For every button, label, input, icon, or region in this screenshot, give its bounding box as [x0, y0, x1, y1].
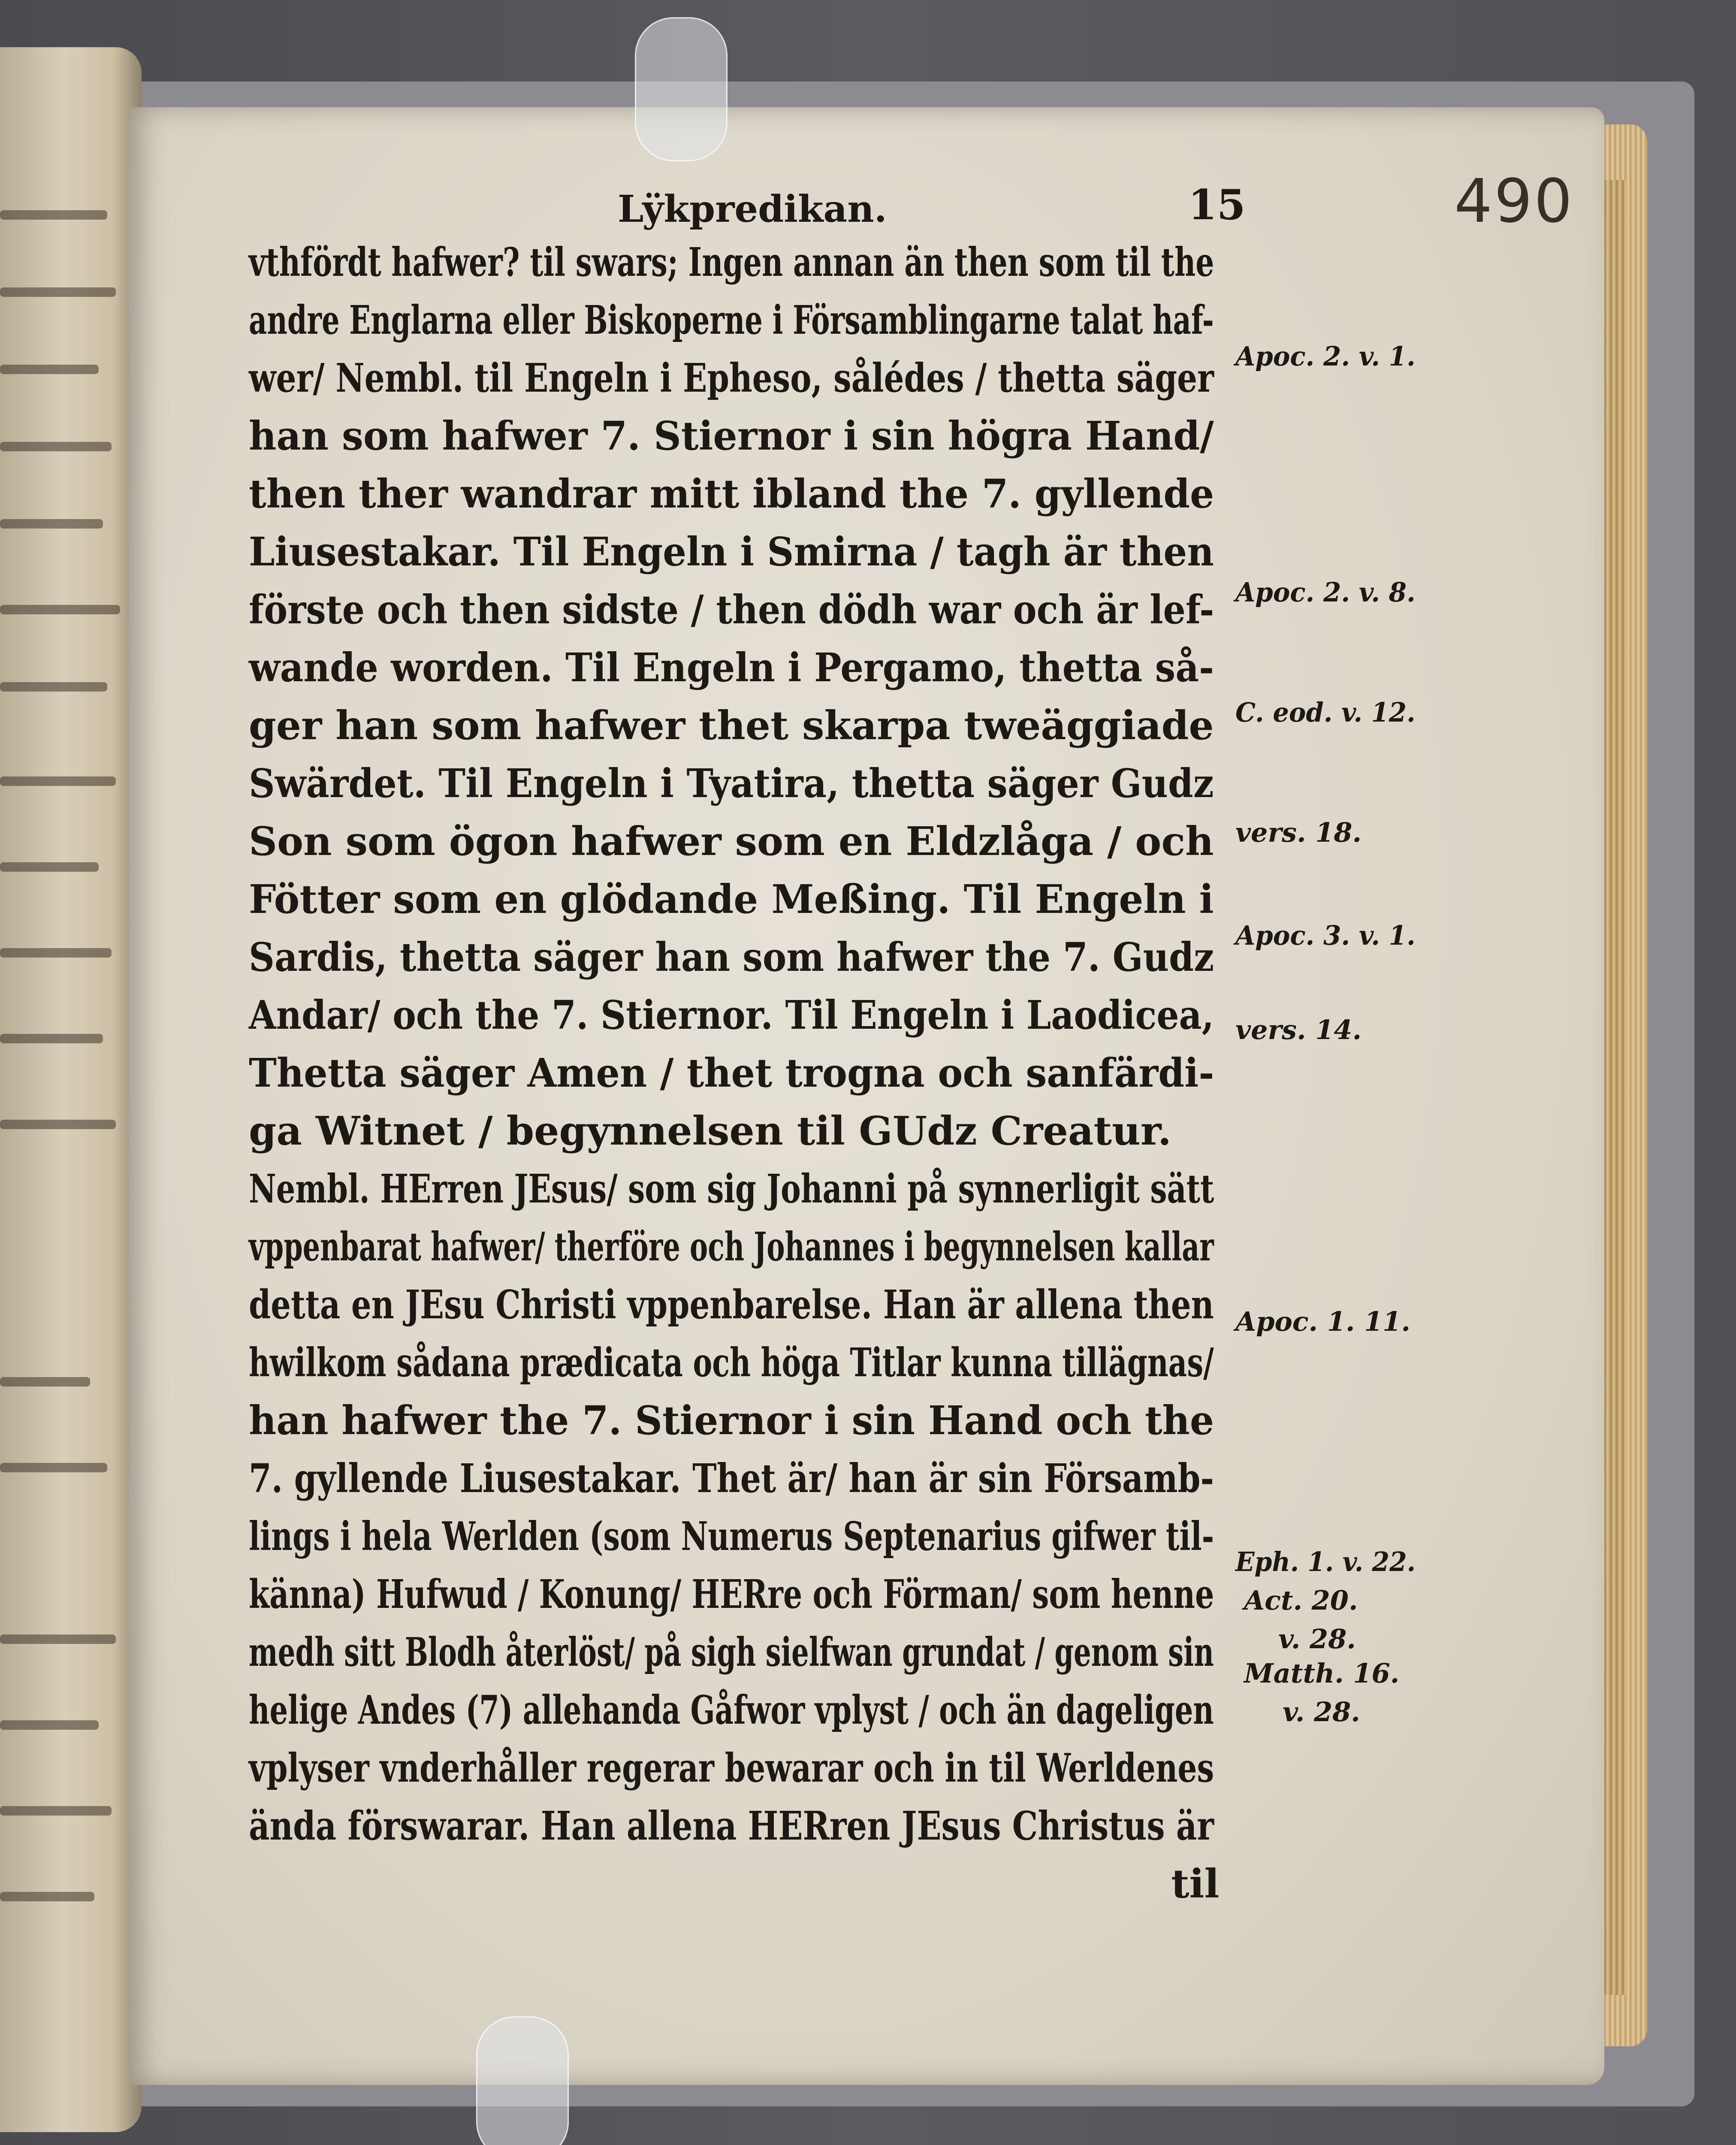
- text-line: ända förswarar. Han allena HERren JEsus Christus är: [249, 1803, 1214, 1849]
- text-line: han som hafwer 7. Stiernor i sin högra Hand/: [249, 413, 1214, 459]
- top-page-clip: [635, 17, 728, 161]
- text-line: lings i hela Werlden (som Numerus Septenarius gifwer til-: [249, 1513, 1214, 1559]
- marginal-note: Apoc. 3. v. 1.: [1235, 920, 1416, 951]
- text-line: han hafwer the 7. Stiernor i sin Hand och the: [249, 1397, 1214, 1444]
- text-line: andre Englarna eller Biskoperne i Församblingarne talat haf-: [249, 297, 1214, 343]
- facing-page-text: [0, 1463, 107, 1472]
- facing-page-text: [0, 1720, 99, 1730]
- page-number: 15: [1188, 181, 1246, 229]
- facing-page-text: [0, 519, 103, 529]
- facing-page-text: [0, 210, 107, 220]
- text-line: detta en JEsu Christi vppenbarelse. Han är allena then: [249, 1281, 1214, 1328]
- marginal-note: Apoc. 1. 11.: [1235, 1306, 1410, 1337]
- text-line: Liusestakar. Til Engeln i Smirna / tagh är then: [249, 529, 1214, 575]
- catchword: til: [1171, 1861, 1220, 1907]
- bottom-page-clip: [476, 2016, 569, 2145]
- marginal-note: Matth. 16.: [1244, 1658, 1400, 1689]
- marginal-note: Apoc. 2. v. 1.: [1235, 341, 1416, 372]
- marginal-note: C. eod. v. 12.: [1235, 697, 1416, 728]
- marginal-note: Apoc. 2. v. 8.: [1235, 577, 1416, 608]
- marginal-note: v. 28.: [1278, 1623, 1356, 1655]
- facing-page-text: [0, 682, 107, 692]
- text-line: förste och then sidste / then dödh war och är lef-: [249, 586, 1214, 633]
- text-line: 7. gyllende Liusestakar. Thet är/ han är sin Församb-: [249, 1455, 1214, 1502]
- facing-page-text: [0, 1377, 90, 1387]
- facing-page-text: [0, 1634, 116, 1644]
- text-line: helige Andes (7) allehanda Gåfwor vplyst / och än dageligen: [249, 1687, 1214, 1733]
- text-line: Thetta säger Amen / thet trogna och sanfärdi-: [249, 1050, 1214, 1096]
- facing-page-edge: [0, 47, 142, 2132]
- facing-page-text: [0, 1120, 116, 1129]
- facing-page-text: [0, 862, 99, 872]
- text-line: Nembl. HErren JEsus/ som sig Johanni på synnerligit sätt: [249, 1166, 1214, 1212]
- facing-page-text: [0, 605, 120, 614]
- marginal-note: vers. 14.: [1235, 1014, 1362, 1045]
- text-line: Andar/ och the 7. Stiernor. Til Engeln i Laodicea,: [249, 992, 1214, 1038]
- text-line: Swärdet. Til Engeln i Tyatira, thetta säger Gudz: [249, 760, 1214, 807]
- text-line: vplyser vnderhåller regerar bewarar och in til Werldenes: [249, 1745, 1214, 1791]
- facing-page-text: [0, 365, 99, 374]
- text-line: ger han som hafwer thet skarpa tweäggiade: [249, 702, 1214, 749]
- text-line: Fötter som en glödande Meßing. Til Engeln i: [249, 876, 1214, 922]
- running-head: Lÿkpredikan.: [618, 187, 887, 231]
- text-line: vthfördt hafwer? til swars; Ingen annan än then som til the: [249, 239, 1214, 285]
- text-line: ga Witnet / begynnelsen til GUdz Creatur.: [249, 1108, 1171, 1154]
- text-line: hwilkom sådana prædicata och höga Titlar kunna tillägnas/: [249, 1339, 1214, 1386]
- text-line: then ther wandrar mitt ibland the 7. gyllende: [249, 471, 1214, 517]
- facing-page-text: [0, 1034, 103, 1043]
- marginal-note: vers. 18.: [1235, 817, 1362, 848]
- text-line: Sardis, thetta säger han som hafwer the 7. Gudz: [249, 934, 1214, 980]
- text-line: medh sitt Blodh återlöst/ på sigh sielfwan grundat / genom sin: [249, 1629, 1214, 1675]
- facing-page-text: [0, 287, 116, 297]
- facing-page-text: [0, 1806, 112, 1816]
- text-line: Son som ögon hafwer som en Eldzlåga / och: [249, 818, 1214, 864]
- text-line: wer/ Nembl. til Engeln i Epheso, sålédes / thetta säger: [249, 355, 1214, 401]
- text-line: wande worden. Til Engeln i Pergamo, thetta så-: [249, 644, 1214, 691]
- facing-page-text: [0, 442, 112, 451]
- facing-page-text: [0, 1892, 94, 1901]
- text-line: vppenbarat hafwer/ therföre och Johannes i begynnelsen kallar: [249, 1224, 1214, 1270]
- facing-page-text: [0, 948, 112, 958]
- marginal-note: v. 28.: [1283, 1696, 1360, 1728]
- marginal-note: Eph. 1. v. 22.: [1235, 1546, 1416, 1577]
- facing-page-text: [0, 776, 116, 786]
- handwritten-folio: 490: [1454, 166, 1574, 236]
- marginal-note: Act. 20.: [1244, 1585, 1358, 1616]
- text-line: känna) Hufwud / Konung/ HERre och Förman/ som henne: [249, 1571, 1214, 1617]
